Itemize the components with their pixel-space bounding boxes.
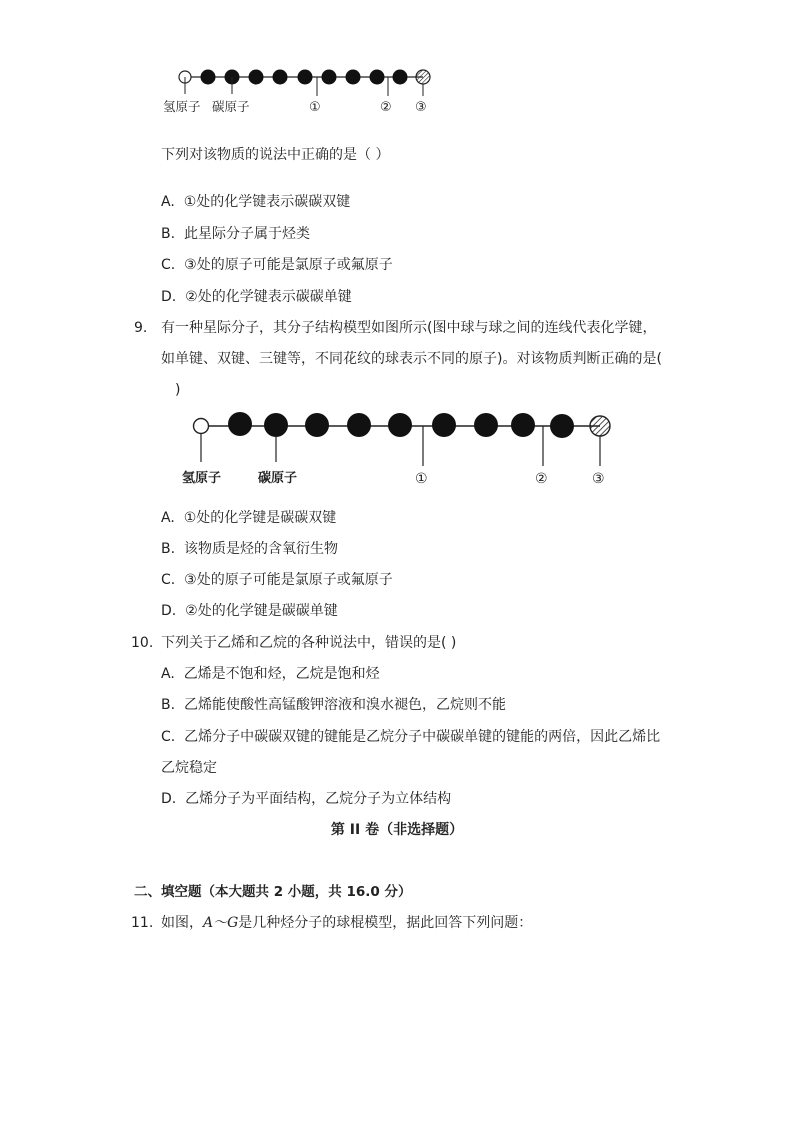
- option-letter: C.: [161, 729, 176, 745]
- option-letter: B.: [161, 226, 176, 242]
- carbon-atom: [228, 412, 252, 436]
- q9-stem-line1: 有一种星际分子，其分子结构模型如图所示(图中球与球之间的连线代表化学键，: [161, 320, 657, 336]
- marker-1: ①: [309, 100, 321, 115]
- option-text: 该物质是烃的含氧衍生物: [183, 541, 338, 557]
- q10-stem: 下列关于乙烯和乙烷的各种说法中，错误的是( ): [161, 635, 457, 651]
- option-text: 乙烯分子为平面结构，乙烷分子为立体结构: [185, 791, 452, 807]
- marker-2: ②: [535, 471, 548, 487]
- q10-option-b[interactable]: [161, 695, 506, 715]
- option-letter: B.: [161, 697, 176, 713]
- option-text: 此星际分子属于烃类: [183, 226, 310, 242]
- q9-option-a[interactable]: [161, 508, 336, 528]
- molecule-figure-large: [0, 0, 794, 500]
- section-title: 二、填空题（本大题共 2 小题，共 16.0 分）: [134, 884, 412, 900]
- q10-option-c[interactable]: [161, 727, 660, 747]
- marker-1: ①: [415, 471, 428, 487]
- carbon-label: 碳原子: [258, 471, 298, 486]
- marker-2: ②: [380, 100, 392, 115]
- carbon-atom: [511, 413, 535, 437]
- q11-number: 11.: [131, 915, 154, 931]
- option-text: ①处的化学键是碳碳双键: [183, 510, 337, 526]
- carbon-atom: [550, 414, 574, 438]
- option-text: ②处的化学键表示碳碳单键: [185, 289, 352, 305]
- hydrogen-label: 氢原子: [163, 99, 201, 114]
- option-letter: A.: [161, 194, 175, 210]
- q11-stem-post: 是几种烃分子的球棍模型，据此回答下列问题：: [238, 915, 533, 931]
- carbon-atom: [347, 413, 371, 437]
- q10-option-d[interactable]: [161, 789, 451, 809]
- option-letter: A.: [161, 666, 175, 682]
- option-text: ②处的化学键是碳碳单键: [185, 603, 338, 619]
- q9-stem-line2: 如单键、双键、三键等，不同花纹的球表示不同的原子)。对该物质判断正确的是(: [161, 351, 662, 367]
- marker-3: ③: [592, 471, 605, 487]
- carbon-label: 碳原子: [212, 99, 250, 114]
- option-letter: A.: [161, 510, 175, 526]
- option-letter: C.: [161, 257, 176, 273]
- option-letter: D.: [161, 289, 177, 305]
- option-text: ③处的原子可能是氯原子或氟原子: [184, 257, 393, 273]
- marker-3: ③: [415, 100, 427, 115]
- carbon-atom: [474, 413, 498, 437]
- q9-option-d[interactable]: [161, 601, 338, 621]
- option-text: 乙烯能使酸性高锰酸钾溶液和溴水褪色，乙烷则不能: [183, 697, 506, 713]
- q9-option-c[interactable]: [161, 570, 393, 590]
- option-text: 乙烯是不饱和烃，乙烷是饱和烃: [183, 666, 380, 682]
- option-letter: D.: [161, 603, 177, 619]
- q8-stem: 下列对该物质的说法中正确的是（ ）: [161, 147, 390, 163]
- q11-stem: [161, 913, 532, 933]
- carbon-atom: [388, 413, 412, 437]
- q11-stem-pre: 如图，: [161, 915, 203, 931]
- option-letter: D.: [161, 791, 177, 807]
- halogen-atom: [590, 416, 610, 436]
- q11-variable: A～G: [203, 915, 239, 931]
- q9-option-b[interactable]: [161, 539, 338, 559]
- option-letter: B.: [161, 541, 176, 557]
- part-title: 第 II 卷（非选择题）: [330, 822, 464, 838]
- carbon-atom: [432, 413, 456, 437]
- option-text: ①处的化学键表示碳碳双键: [183, 194, 351, 210]
- q10-option-c-continued: 乙烷稳定: [161, 760, 217, 776]
- q10-option-a[interactable]: [161, 664, 380, 684]
- option-text: 乙烯分子中碳碳双键的键能是乙烷分子中碳碳单键的键能的两倍，因此乙烯比: [184, 729, 661, 745]
- q9-number: 9.: [134, 320, 148, 336]
- option-text: ③处的原子可能是氯原子或氟原子: [184, 572, 393, 588]
- hydrogen-label: 氢原子: [182, 471, 222, 486]
- hydrogen-atom: [194, 419, 209, 434]
- option-letter: C.: [161, 572, 176, 588]
- carbon-atom: [305, 413, 329, 437]
- carbon-atom: [264, 413, 288, 437]
- q10-number: 10.: [131, 635, 154, 651]
- q9-stem-line3: ): [175, 382, 181, 398]
